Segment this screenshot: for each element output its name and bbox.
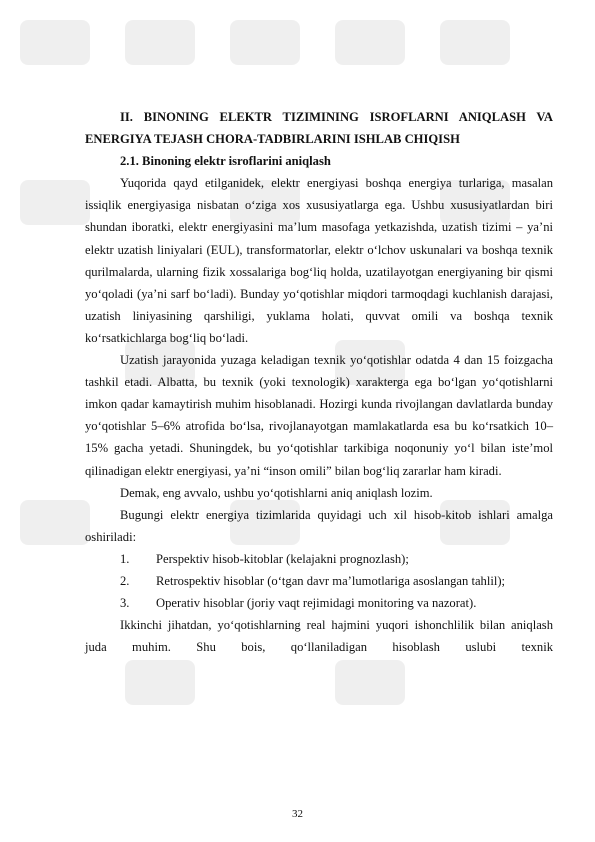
chapter-title: II. BINONING ELEKTR TIZIMINING ISROFLARNI ANIQLASH VA ENERGIYA TEJASH CHORA-TADBIRLARINI ISHLAB CHIQISH (85, 110, 553, 147)
paragraph-2: Uzatish jarayonida yuzaga keladigan texnik yo‘qotishlar odatda 4 dan 15 foizgacha tashkil etadi. Albatta, bu texnik (yoki texnologik) xarakterga ega bo‘lgan yo‘qotishlarni imkon qadar kamaytirish muhim hisoblanadi. Hozirgi kunda rivojlangan davlatlarda bunday yo‘qotishlar 5–6% atrofida bo‘lsa, rivojlanayotgan mamlakatlarda esa bu ko‘rsatkich 10–15% gacha yetadi. Shuningdek, bu yo‘qotishlar tarkibiga noqonuniy yo‘l bilan iste’mol qilinadigan elektr energiyasi, ya’ni “inson omili” bilan bog‘liq zararlar ham kiradi. (85, 353, 553, 478)
paragraph-4: Bugungi elektr energiya tizimlarida quyidagi uch xil hisob-kitob ishlari amalga oshiriladi: (85, 507, 553, 544)
list-item-text: Perspektiv hisob-kitoblar (kelajakni prognozlash); (156, 551, 409, 566)
paragraph-3: Demak, eng avvalo, ushbu yo‘qotishlarni aniq aniqlash lozim. (120, 485, 433, 500)
paragraph-1: Yuqorida qayd etilganidek, elektr energiyasi boshqa energiya turlariga, masalan issiqlik energiyasiga nisbatan o‘ziga xos xususiyatlarga ega. Ushbu xususiyatlardan biri shundan iboratki, elektr energiyasini ma’lum masofaga yetkazishda, uzatish tizimi – ya’ni elektr uzatish liniyalari (EUL), transformatorlar, elektr o‘lchov uskunalari va boshqa texnik qurilmalarda, ularning fizik xossalariga bog‘liq holda, uzatilayotgan energiyaning bir qismi yo‘qoladi (ya’ni sarf bo‘ladi). Bunday yo‘qotishlar miqdori tarmoqdagi kuchlanish darajasi, uzatish liniyasining qarshiligi, yuklama holati, quvvat omili va boshqa texnik ko‘rsatkichlarga bog‘liq bo‘ladi. (85, 176, 553, 345)
list-item (85, 592, 553, 614)
closing-paragraph: Ikkinchi jihatdan, yo‘qotishlarning real hajmini yuqori ishonchlilik bilan aniqlash juda muhim. Shu bois, qo‘llaniladigan hisoblash uslubi texnik (85, 618, 553, 655)
list-item-text: Retrospektiv hisoblar (o‘tgan davr ma’lumotlariga asoslangan tahlil); (156, 573, 506, 588)
list-item-number: 2. (120, 573, 130, 588)
document-body (85, 106, 553, 658)
list-item-text: Operativ hisoblar (joriy vaqt rejimidagi monitoring va nazorat). (156, 596, 477, 611)
list-item (85, 548, 553, 570)
section-title: 2.1. Binoning elektr isroflarini aniqlash (120, 154, 331, 169)
list-item-number: 1. (120, 551, 130, 566)
list-item-number: 3. (120, 596, 130, 611)
page-number: 32 (292, 808, 303, 820)
list-item (85, 570, 553, 592)
